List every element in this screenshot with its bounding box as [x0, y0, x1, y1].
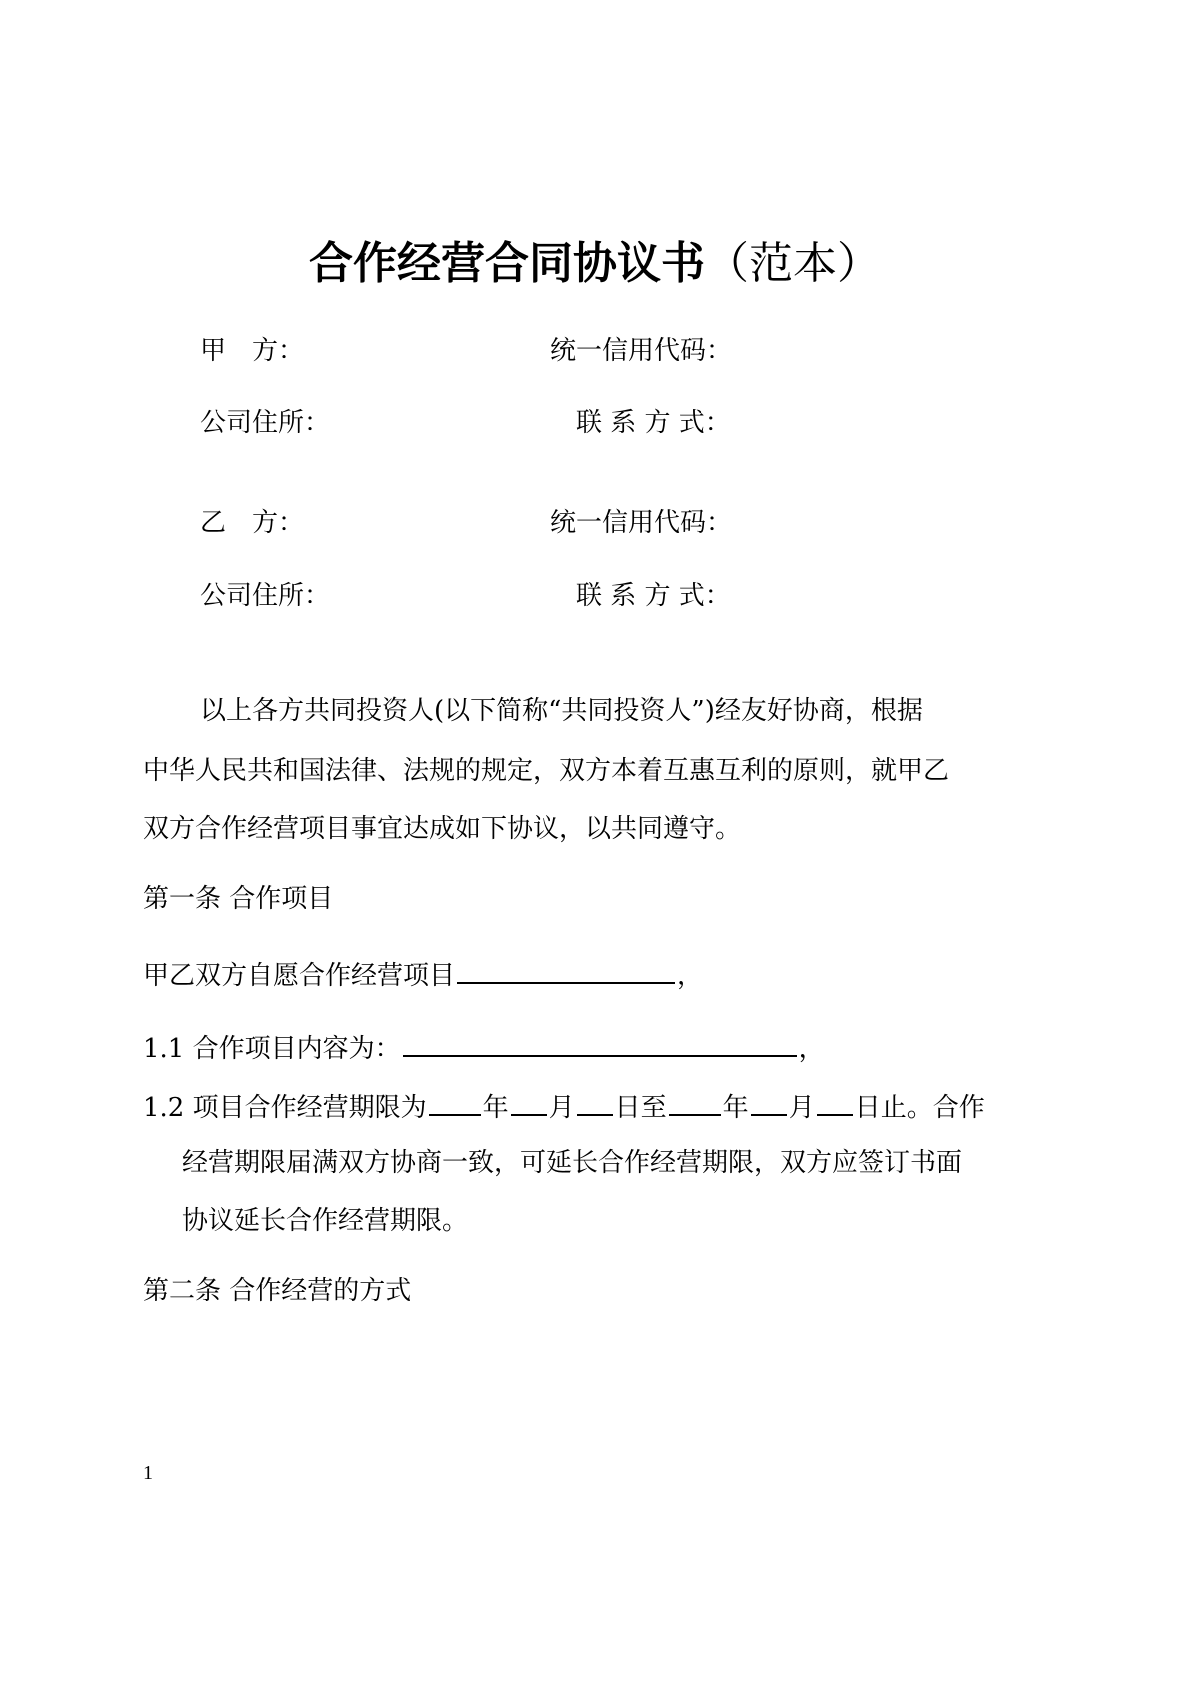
project-name-blank [457, 958, 675, 984]
party-b-address-label: 公司住所： [200, 581, 331, 611]
party-a-contact-label: 联 系 方 式： [576, 408, 731, 438]
end-year-label: 年 [722, 1093, 749, 1123]
party-b-credit-code-label: 统一信用代码： [550, 508, 733, 538]
start-month-blank [511, 1090, 547, 1116]
start-year-label: 年 [482, 1093, 509, 1123]
party-a-address-label: 公司住所： [200, 408, 331, 438]
party-b-name-label: 乙 方： [200, 508, 305, 538]
page-number: 1 [143, 1462, 153, 1484]
end-day-label: 日止。合作 [854, 1093, 985, 1123]
item-1-1-line [143, 1031, 825, 1062]
item-1-2-line-1 [143, 1090, 985, 1121]
project-suffix: ， [677, 961, 704, 991]
party-a-name-label: 甲 方： [200, 336, 305, 366]
item-1-1-prefix: 1.1 合作项目内容为： [143, 1034, 401, 1064]
item-1-2-line-3: 协议延长合作经营期限。 [182, 1206, 469, 1236]
article-2-heading: 第二条 合作经营的方式 [143, 1276, 412, 1306]
end-month-label: 月 [788, 1093, 815, 1123]
item-1-2-prefix: 1.2 项目合作经营期限为 [143, 1093, 427, 1123]
title-main: 合作经营合同协议书 [309, 238, 705, 289]
start-day-label: 日至 [614, 1093, 667, 1123]
project-content-blank [403, 1031, 797, 1057]
preamble-line-3: 双方合作经营项目事宜达成如下协议，以共同遵守。 [143, 814, 742, 844]
project-prefix: 甲乙双方自愿合作经营项目 [143, 961, 456, 991]
document-title [0, 238, 1190, 289]
item-1-1-suffix: ， [798, 1034, 825, 1064]
title-sub: （范本） [705, 238, 881, 289]
project-line [143, 958, 703, 989]
article-1-heading: 第一条 合作项目 [143, 884, 334, 914]
start-year-blank [429, 1090, 481, 1116]
preamble-line-1: 以上各方共同投资人(以下简称“共同投资人”)经友好协商，根据 [200, 696, 923, 726]
party-a-credit-code-label: 统一信用代码： [550, 336, 733, 366]
end-year-blank [669, 1090, 721, 1116]
end-day-blank [817, 1090, 853, 1116]
party-b-contact-label: 联 系 方 式： [576, 581, 731, 611]
preamble-line-2: 中华人民共和国法律、法规的规定，双方本着互惠互利的原则，就甲乙 [143, 756, 950, 786]
start-day-blank [577, 1090, 613, 1116]
start-month-label: 月 [548, 1093, 575, 1123]
item-1-2-line-2: 经营期限届满双方协商一致，可延长合作经营期限，双方应签订书面 [182, 1148, 963, 1178]
end-month-blank [751, 1090, 787, 1116]
